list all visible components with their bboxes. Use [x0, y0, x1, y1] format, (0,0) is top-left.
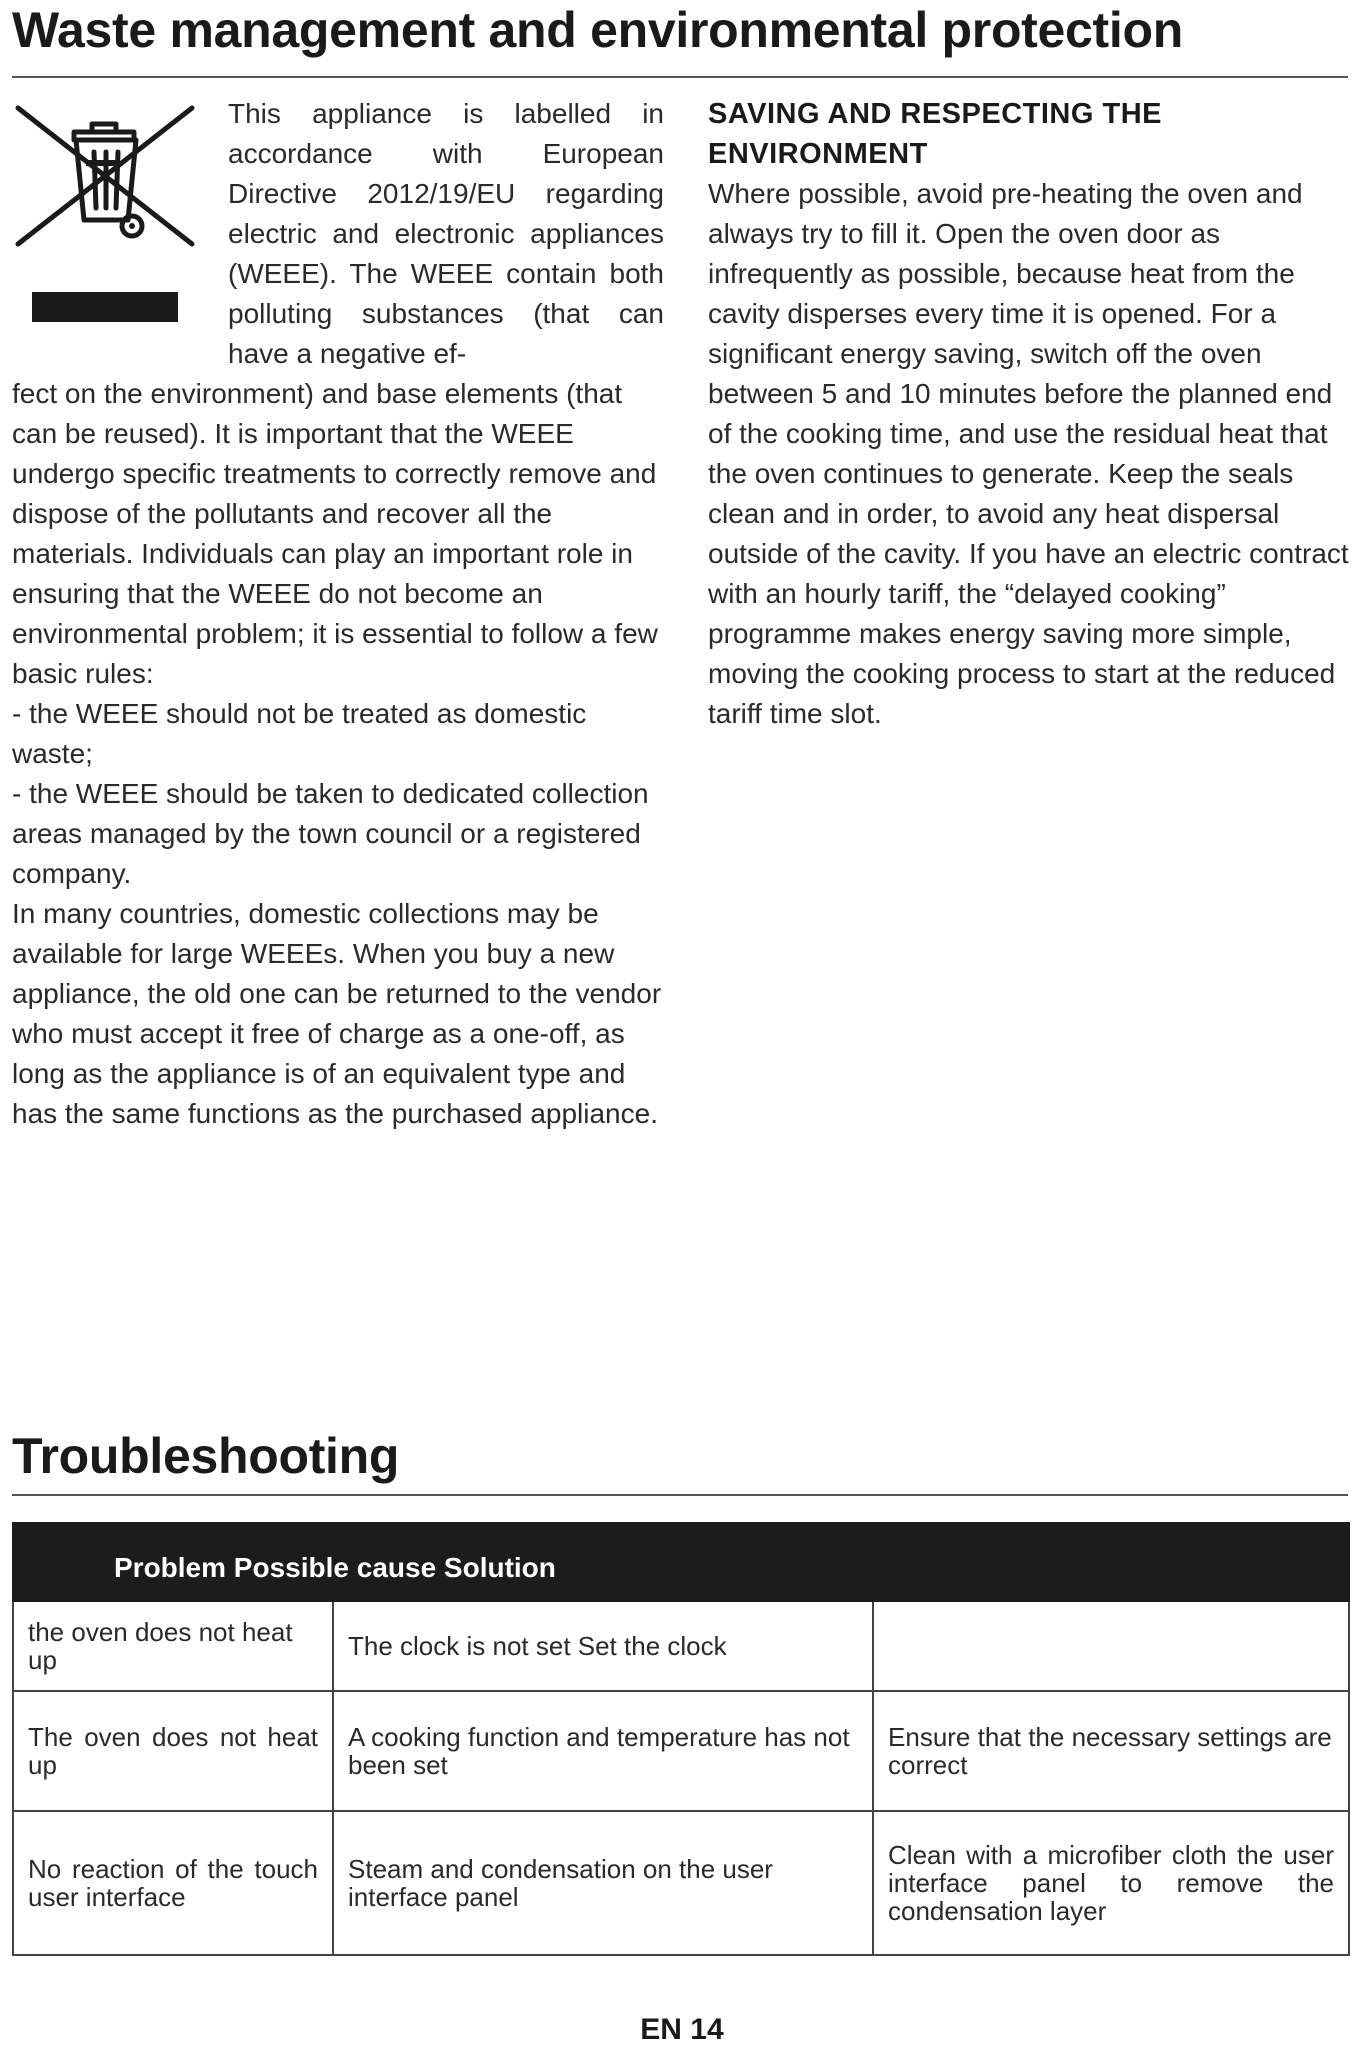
weee-marking-bar	[32, 292, 178, 322]
weee-body-text	[12, 374, 664, 1134]
table-row	[13, 1691, 1349, 1811]
section-divider	[12, 1494, 1348, 1496]
solution-cell	[873, 1601, 1349, 1691]
weee-rule-item: - the WEEE should be taken to dedicated collection areas managed by the town council or a registered company.	[12, 778, 649, 889]
troubleshooting-table	[12, 1522, 1350, 1956]
table-row	[13, 1811, 1349, 1955]
solution-cell: Ensure that the necessary settings are correct	[873, 1691, 1349, 1811]
solution-cell: Clean with a microfiber cloth the user interface panel to remove the condensation layer	[873, 1811, 1349, 1955]
waste-section-title: Waste management and environmental protection	[12, 2, 1183, 58]
troubleshooting-title: Troubleshooting	[12, 1428, 400, 1484]
problem-cell: the oven does not heat up	[13, 1601, 333, 1691]
cause-cell: The clock is not set Set the clock	[333, 1601, 873, 1691]
table-row	[13, 1601, 1349, 1691]
cause-cell: A cooking function and temperature has not been set	[333, 1691, 873, 1811]
table-header-row	[13, 1523, 1349, 1601]
crossed-out-wheelie-bin-icon	[12, 100, 198, 250]
weee-paragraph: fect on the environment) and base elements (that can be reused). It is important that the WEEE undergo specific treatments to correctly remove and dispose of the pollutants and recover all the materials. Individuals can play an important role in ensuring that the WEEE do not become an environmental problem; it is essential to follow a few basic rules:	[12, 378, 658, 689]
weee-rule-item: - the WEEE should not be treated as domestic waste;	[12, 698, 587, 769]
page-number: EN 14	[640, 2013, 724, 2046]
problem-cell: No reaction of the touch user interface	[13, 1811, 333, 1955]
problem-cell: The oven does not heat up	[13, 1691, 333, 1811]
section-divider	[12, 76, 1348, 78]
weee-paragraph: In many countries, domestic collections may be available for large WEEEs. When you buy a new appliance, the old one can be returned to the vendor who must accept it free of charge as a one-off, as long as the appliance is of an equivalent type and has the same functions as the purchased appliance.	[12, 898, 662, 1129]
saving-section-heading: SAVING AND RESPECTING THE ENVIRONMENT	[708, 98, 1162, 170]
weee-intro-text: This appliance is labelled in accordance with European Directive 2012/19/EU regarding electric and electronic appliances (WEEE). The WEEE contain both polluting substances (that can have a negative ef-	[228, 98, 664, 369]
table-header-text: Problem Possible cause Solution	[114, 1552, 556, 1583]
cause-cell: Steam and condensation on the user interface panel	[333, 1811, 873, 1955]
table-header-cell	[13, 1523, 873, 1601]
table-header-cell	[873, 1523, 1349, 1601]
saving-section-text: Where possible, avoid pre-heating the oven and always try to fill it. Open the oven door as infrequently as possible, because heat from the cavity disperses every time it is opened. For a significant energy saving, switch off the oven between 5 and 10 minutes before the planned end of the cooking time, and use the residual heat that the oven continues to generate. Keep the seals clean and in order, to avoid any heat dispersal outside of the cavity. If you have an electric contract with an hourly tariff, the “delayed cooking” programme makes energy saving more simple, moving the cooking process to start at the reduced tariff time slot.	[708, 178, 1349, 729]
